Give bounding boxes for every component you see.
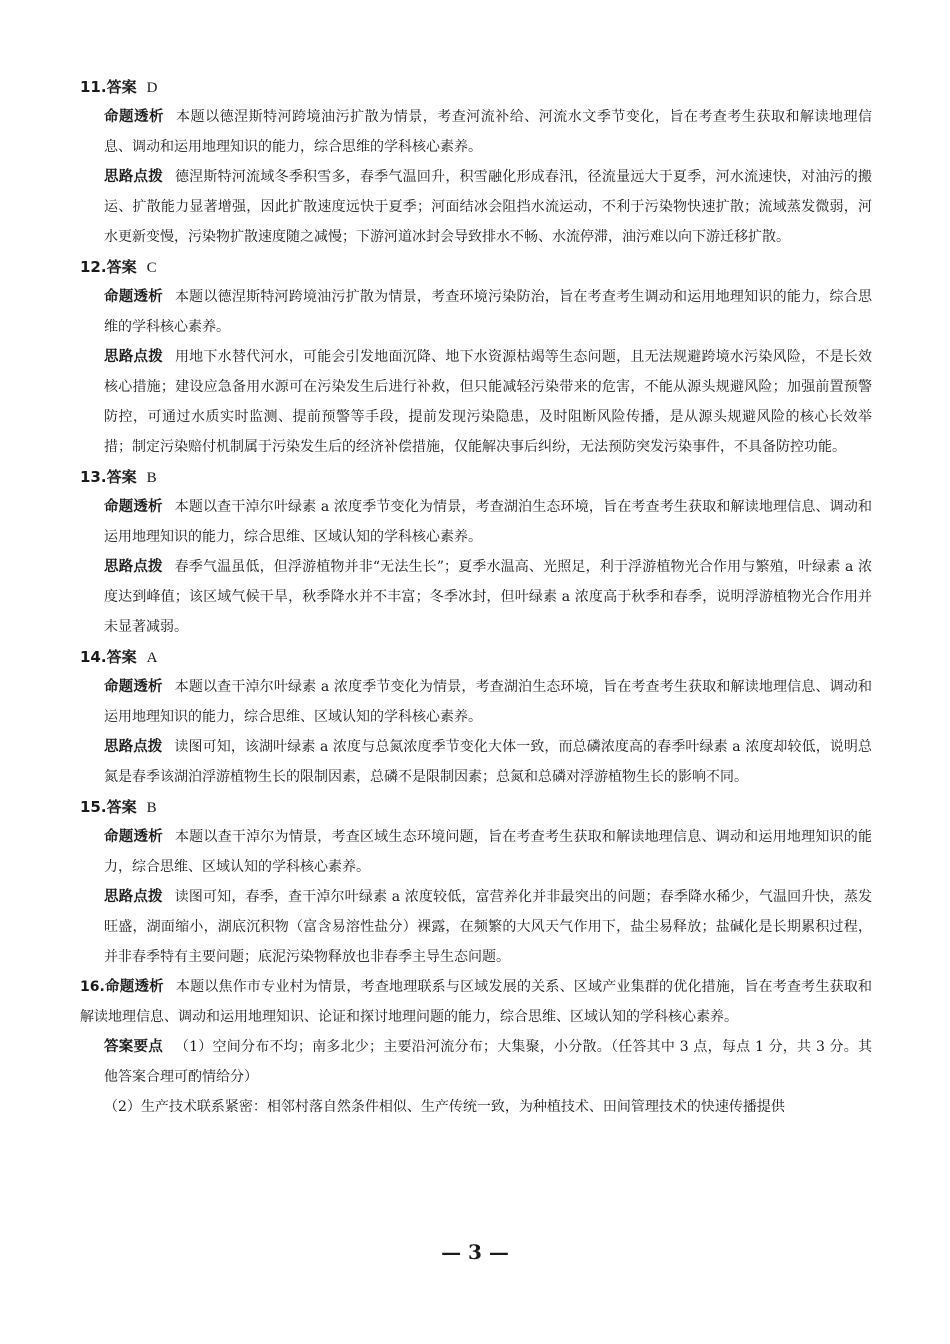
hint-paragraph [80, 162, 872, 252]
question-14 [80, 642, 872, 792]
question-15 [80, 792, 872, 972]
question-12 [80, 252, 872, 462]
answer-label: 答案 [106, 78, 137, 96]
section-text: 读图可知，春季，查干淖尔叶绿素 a 浓度较低，富营养化并非最突出的问题；春季降水稀少，气温回升快，蒸发旺盛，湖面缩小，湖底沉积物（富含易溶性盐分）裸露，在频繁的大风天气作用下，盐尘易释放；盐碱化是长期累积过程，并非春季特有主要问题；底泥污染物释放也非春季主导生态问题。 [104, 889, 873, 965]
section-label: 命题透析 [104, 679, 163, 695]
answer-line [80, 252, 872, 282]
page-number: — 3 — [441, 1240, 509, 1264]
section-label: 思路点拨 [104, 559, 163, 575]
hint-paragraph [80, 732, 872, 792]
section-label: 命题透析 [104, 499, 163, 515]
answer-value: C [146, 260, 157, 276]
section-text: 德涅斯特河流域冬季积雪多，春季气温回升，积雪融化形成春汛，径流量远大于夏季，河水流速快，对油污的搬运、扩散能力显著增强，因此扩散速度远快于夏季；河面结冰会阻挡水流运动，不利于污染物快速扩散；流域蒸发微弱，河水更新变慢，污染物扩散速度随之减慢；下游河道冰封会导致排水不畅、水流停滞，油污难以向下游迁移扩散。 [104, 169, 873, 245]
section-label: 思路点拨 [104, 889, 163, 905]
question-number: 15. [80, 798, 107, 816]
section-text: 本题以查干淖尔叶绿素 a 浓度季节变化为情景，考查湖泊生态环境，旨在考查考生获取和解读地理信息、调动和运用地理知识的能力，综合思维、区域认知的学科核心素养。 [104, 499, 873, 545]
section-label: 思路点拨 [104, 739, 163, 755]
hint-paragraph [80, 882, 872, 972]
section-text: 用地下水替代河水，可能会引发地面沉降、地下水资源枯竭等生态问题，且无法规避跨境水污染风险，不是长效核心措施；建设应急备用水源可在污染发生后进行补救，但只能减轻污染带来的危害，不能从源头规避风险；加强前置预警防控，可通过水质实时监测、提前预警等手段，提前发现污染隐患，及时阻断风险传播，是从源头规避风险的核心长效举措；制定污染赔付机制属于污染发生后的经济补偿措施，仅能解决事后纠纷，无法预防突发污染事件，不具备防控功能。 [104, 349, 873, 455]
answer-line [80, 462, 872, 492]
analysis-paragraph [80, 282, 872, 342]
answer-value: D [146, 80, 158, 96]
answer-content [80, 72, 872, 1122]
question-number: 16. [80, 979, 105, 995]
answer-label: 答案 [106, 258, 137, 276]
section-text: 本题以德涅斯特河跨境油污扩散为情景，考查环境污染防治，旨在考查考生调动和运用地理知识的能力，综合思维的学科核心素养。 [104, 289, 873, 335]
section-label: 命题透析 [104, 289, 163, 305]
answer-label: 答案 [106, 798, 137, 816]
question-16 [80, 972, 872, 1122]
section-label: 答案要点 [104, 1039, 163, 1055]
question-13 [80, 462, 872, 642]
answer-line [80, 72, 872, 102]
analysis-paragraph [80, 972, 872, 1032]
section-text: 本题以德涅斯特河跨境油污扩散为情景，考查河流补给、河流水文季节变化，旨在考查考生获取和解读地理信息、调动和运用地理知识的能力，综合思维的学科核心素养。 [104, 109, 873, 155]
section-text: （1）空间分布不均；南多北少；主要沿河流分布；大集聚，小分散。（任答其中 3 点，每点 1 分，共 3 分。其他答案合理可酌情给分） [104, 1039, 872, 1085]
answer-key-paragraph [80, 1032, 872, 1092]
analysis-paragraph [80, 672, 872, 732]
hint-paragraph [80, 342, 872, 462]
section-text: 春季气温虽低，但浮游植物并非“无法生长”；夏季水温高、光照足，利于浮游植物光合作用与繁殖，叶绿素 a 浓度达到峰值；该区域气候干旱，秋季降水并不丰富；冬季冰封，但叶绿素 a 浓度高于秋季和春季，说明浮游植物光合作用并未显著减弱。 [104, 559, 872, 635]
section-label: 命题透析 [104, 109, 165, 125]
section-text: 本题以查干淖尔叶绿素 a 浓度季节变化为情景，考查湖泊生态环境，旨在考查考生获取和解读地理信息、调动和运用地理知识的能力，综合思维、区域认知的学科核心素养。 [104, 679, 873, 725]
question-11 [80, 72, 872, 252]
answer-label: 答案 [106, 468, 137, 486]
section-text: 读图可知，该湖叶绿素 a 浓度与总氮浓度季节变化大体一致，而总磷浓度高的春季叶绿素 a 浓度却较低，说明总氮是春季该湖泊浮游植物生长的限制因素，总磷不是限制因素；总氮和总磷对浮游植物生长的影响不同。 [104, 739, 873, 785]
hint-paragraph [80, 552, 872, 642]
section-label: 命题透析 [104, 829, 163, 845]
question-number: 13. [80, 468, 107, 486]
answer-line [80, 792, 872, 822]
answer-value: A [146, 650, 158, 666]
section-label: 命题透析 [104, 979, 164, 995]
question-number: 11. [80, 78, 107, 96]
question-number: 12. [80, 258, 107, 276]
analysis-paragraph [80, 822, 872, 882]
answer-value: B [146, 470, 157, 486]
analysis-paragraph [80, 102, 872, 162]
section-label: 思路点拨 [104, 349, 163, 365]
answer-label: 答案 [106, 648, 137, 666]
answer-line [80, 642, 872, 672]
section-text: 本题以查干淖尔为情景，考查区域生态环境问题，旨在考查考生获取和解读地理信息、调动和运用地理知识的能力，综合思维、区域认知的学科核心素养。 [104, 829, 873, 875]
section-label: 思路点拨 [104, 169, 163, 185]
analysis-paragraph [80, 492, 872, 552]
answer-continuation: （2）生产技术联系紧密：相邻村落自然条件相似、生产传统一致，为种植技术、田间管理技术的快速传播提供 [104, 1099, 785, 1115]
section-text: 本题以焦作市专业村为情景，考查地理联系与区域发展的关系、区域产业集群的优化措施，旨在考查考生获取和解读地理信息、调动和运用地理知识、论证和探讨地理问题的能力，综合思维、区域认知的学科核心素养。 [80, 979, 873, 1025]
question-number: 14. [80, 648, 107, 666]
answer-value: B [146, 800, 157, 816]
